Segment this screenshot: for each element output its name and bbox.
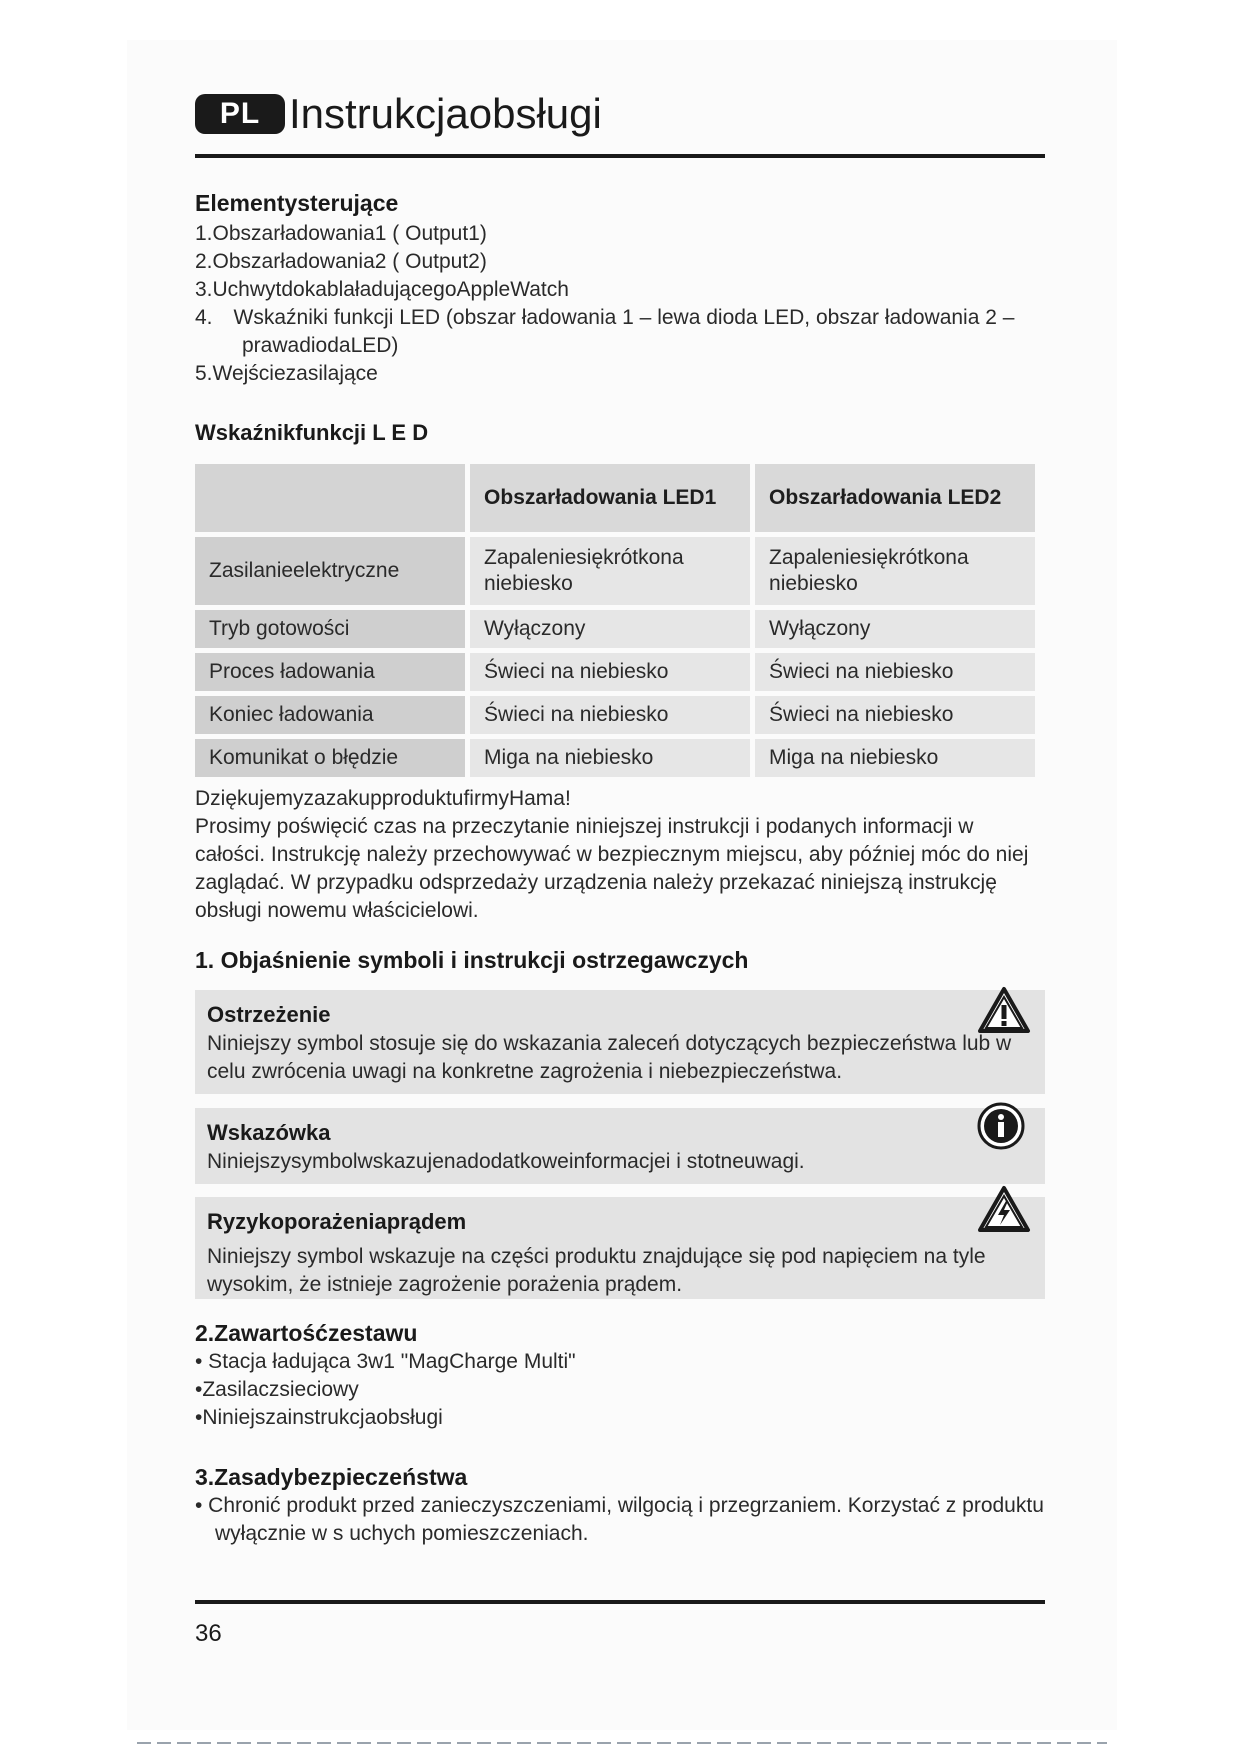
- section-3: [195, 1462, 1045, 1548]
- list-item: • Stacja ładująca 3w1 "MagCharge Multi": [195, 1350, 576, 1373]
- led-section: [195, 418, 1045, 448]
- table-cell: Świeci na niebiesko: [755, 696, 1035, 734]
- list-item: •Zasilaczsieciowy: [195, 1378, 359, 1401]
- hint-title: Wskazówka: [207, 1120, 331, 1145]
- warning-triangle-icon: [977, 986, 1031, 1034]
- table-header-blank: [195, 464, 465, 532]
- table-row: [195, 610, 1035, 648]
- table-row-label: Proces ładowania: [195, 653, 465, 691]
- table-header-row: [195, 464, 1035, 532]
- header-rule: [195, 154, 1045, 158]
- intro-thanks: DziękujemyzazakupproduktufirmyHama!: [195, 787, 571, 810]
- table-header-cell: Obszarładowania LED1: [470, 464, 750, 532]
- controls-heading: Elementysterujące: [195, 190, 399, 216]
- scan-edge-line: [137, 1742, 1107, 1744]
- hint-text: Niniejszysymbolwskazujenadodatkoweinformacjei i stotneuwagi.: [207, 1150, 805, 1173]
- warning-title: Ostrzeżenie: [207, 1002, 331, 1027]
- shock-box: [195, 1197, 1045, 1299]
- table-cell: Świeci na niebiesko: [470, 696, 750, 734]
- table-cell: Wyłączony: [755, 610, 1035, 648]
- footer-rule: [195, 1600, 1045, 1604]
- list-item: • Chronić produkt przed zanieczyszczeniami, wilgocią i przegrzaniem. Korzystać z produktu wyłącznie w s uchych pomieszczeniach.: [195, 1494, 1044, 1545]
- list-item: 4. Wskaźniki funkcji LED (obszar ładowania 1 – lewa dioda LED, obszar ładowania 2 – prawadiodaLED): [195, 306, 1015, 357]
- language-badge: PL: [195, 94, 285, 134]
- intro-section: [195, 785, 1045, 925]
- list-item: 5.Wejściezasilające: [195, 362, 378, 385]
- table-cell: Miga na niebiesko: [470, 739, 750, 777]
- list-item: 2.Obszarładowania2 ( Output2): [195, 250, 487, 273]
- table-cell: Zapaleniesiękrótkona niebiesko: [755, 537, 1035, 605]
- info-icon: [977, 1102, 1025, 1150]
- document-title: Instrukcjaobsługi: [289, 90, 602, 137]
- led-heading: Wskaźnikfunkcji L E D: [195, 420, 429, 445]
- hint-box: [195, 1108, 1045, 1184]
- table-row: [195, 739, 1035, 777]
- warning-box: [195, 990, 1045, 1094]
- section-1: [195, 945, 1045, 975]
- table-cell: Świeci na niebiesko: [470, 653, 750, 691]
- section-3-heading: 3.Zasadybezpieczeństwa: [195, 1464, 468, 1490]
- controls-section: [195, 188, 1045, 388]
- page-number: 36: [195, 1620, 222, 1647]
- table-row: [195, 537, 1035, 605]
- section-2: [195, 1318, 1045, 1432]
- controls-list: [195, 220, 1045, 388]
- table-cell: Zapaleniesiękrótkona niebiesko: [470, 537, 750, 605]
- shock-text: Niniejszy symbol wskazuje na części produktu znajdujące się pod napięciem na tyle wysokim, że istnieje zagrożenie porażenia prądem.: [207, 1245, 986, 1296]
- table-header-cell: Obszarładowania LED2: [755, 464, 1035, 532]
- warning-text: Niniejszy symbol stosuje się do wskazania zaleceń dotyczących bezpieczeństwa lub w celu zwrócenia uwagi na konkretne zagrożenia i niebezpieczeństwa.: [207, 1032, 1012, 1083]
- table-row-label: Tryb gotowości: [195, 610, 465, 648]
- table-row: [195, 653, 1035, 691]
- list-item: •Niniejszainstrukcjaobsługi: [195, 1406, 443, 1429]
- header: [195, 88, 1045, 160]
- list-item: 1.Obszarładowania1 ( Output1): [195, 222, 487, 245]
- table-row-label: Zasilanieelektryczne: [195, 537, 465, 605]
- table-row-label: Koniec ładowania: [195, 696, 465, 734]
- table-row-label: Komunikat o błędzie: [195, 739, 465, 777]
- section-2-heading: 2.Zawartośćzestawu: [195, 1320, 418, 1346]
- intro-paragraph: Prosimy poświęcić czas na przeczytanie niniejszej instrukcji i podanych informacji w całości. Instrukcję należy przechowywać w bezpiecznym miejscu, aby później móc do niej zaglądać. W przypadku odsprzedaży urządzenia należy przekazać niniejszą instrukcję obsługi nowemu właścicielowi.: [195, 815, 1029, 922]
- table-row: [195, 696, 1035, 734]
- table-cell: Wyłączony: [470, 610, 750, 648]
- table-cell: Świeci na niebiesko: [755, 653, 1035, 691]
- electric-shock-icon: [977, 1185, 1031, 1233]
- table-cell: Miga na niebiesko: [755, 739, 1035, 777]
- section-1-heading: 1. Objaśnienie symboli i instrukcji ostrzegawczych: [195, 947, 749, 973]
- list-item: 3.UchwytdokablaładującegoAppleWatch: [195, 278, 569, 301]
- led-table: [190, 459, 1040, 782]
- shock-title: Ryzykoporażeniaprądem: [207, 1209, 467, 1234]
